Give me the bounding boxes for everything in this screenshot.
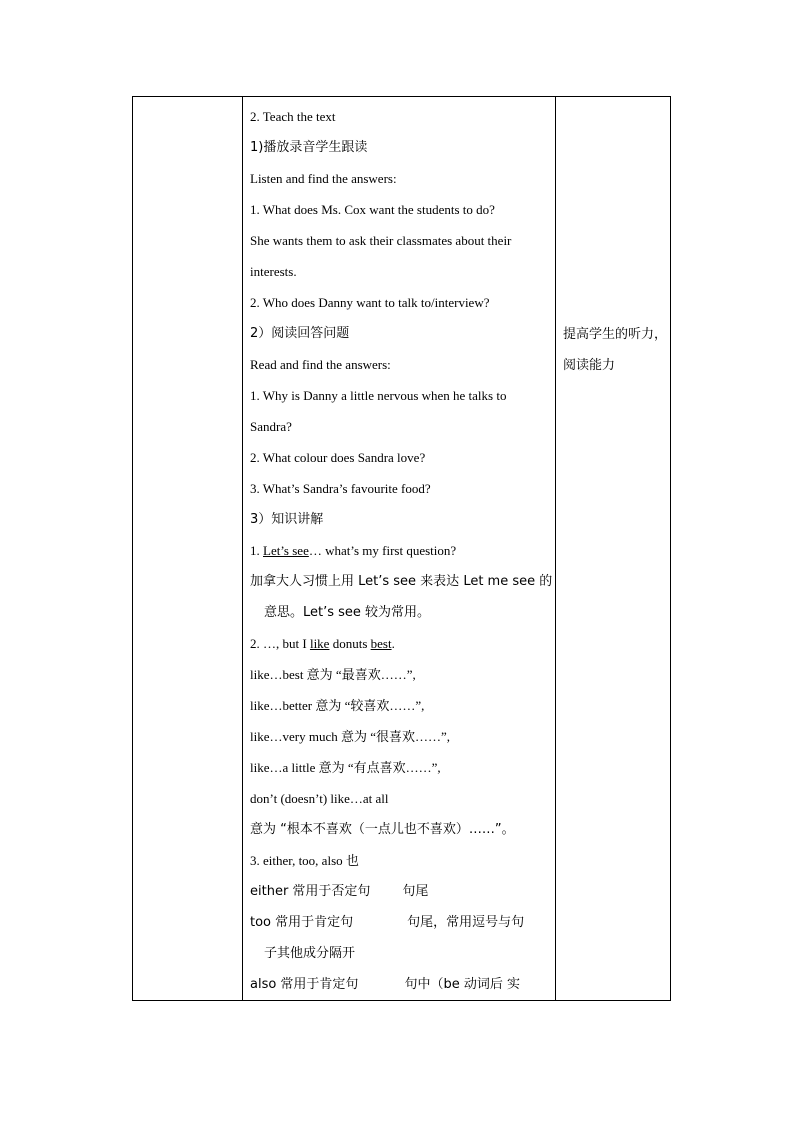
too-usage-a: too 常用于肯定句 bbox=[250, 915, 354, 930]
sub-step-read: 2）阅读回答问题 bbox=[250, 326, 350, 341]
also-usage-b: 句中（be 动词后 实 bbox=[404, 977, 520, 992]
table-row bbox=[133, 97, 671, 1001]
point-2-underlined-like: like bbox=[309, 636, 330, 651]
point-1 bbox=[250, 535, 555, 566]
left-cell bbox=[133, 97, 243, 1001]
like-very-much-line: like…very much 意为 “很喜欢……”, bbox=[250, 729, 451, 744]
point-1-prefix: 1. bbox=[250, 543, 263, 558]
answer-1-line1: She wants them to ask their classmates about their bbox=[250, 233, 512, 248]
step-title: 2. Teach the text bbox=[250, 109, 336, 124]
either-usage-a: either 常用于否定句 bbox=[250, 884, 371, 899]
purpose-line2: 阅读能力 bbox=[563, 358, 616, 373]
also-usage bbox=[250, 969, 555, 1000]
like-a-little-line: like…a little 意为 “有点喜欢……”, bbox=[250, 760, 441, 775]
instruction-listen: Listen and find the answers: bbox=[250, 171, 397, 186]
point-2 bbox=[250, 628, 555, 659]
point-2-part-a: 2. …, but I bbox=[250, 636, 310, 651]
read-question-2: 2. What colour does Sandra love? bbox=[250, 450, 426, 465]
point-1-explanation-line1: 加拿大人习惯上用 Let’s see 来表达 Let me see 的 bbox=[250, 574, 553, 589]
teaching-steps-cell bbox=[243, 97, 556, 1001]
either-usage-b: 句尾 bbox=[402, 884, 429, 899]
purpose-line1: 提高学生的听力， bbox=[563, 327, 668, 342]
point-2-part-c: . bbox=[391, 636, 395, 651]
too-usage-cont: 子其他成分隔开 bbox=[264, 946, 356, 961]
instruction-read: Read and find the answers: bbox=[250, 357, 391, 372]
point-2-part-b: donuts bbox=[329, 636, 371, 651]
question-1: 1. What does Ms. Cox want the students to do? bbox=[250, 202, 495, 217]
point-3: 3. either, too, also 也 bbox=[250, 853, 359, 868]
read-question-1-line2: Sandra? bbox=[250, 419, 292, 434]
either-usage bbox=[250, 876, 555, 907]
point-2-underlined-best: best bbox=[370, 636, 392, 651]
sub-step-knowledge: 3）知识讲解 bbox=[250, 512, 324, 527]
read-question-1-line1: 1. Why is Danny a little nervous when he talks to bbox=[250, 388, 507, 403]
sub-step-listen: 1)播放录音学生跟读 bbox=[250, 140, 368, 155]
purpose-cell bbox=[556, 97, 671, 1001]
like-better-line: like…better 意为 “较喜欢……”, bbox=[250, 698, 425, 713]
read-question-3: 3. What’s Sandra’s favourite food? bbox=[250, 481, 431, 496]
too-usage bbox=[250, 907, 555, 938]
point-1-rest: … what’s my first question? bbox=[308, 543, 457, 558]
point-1-explanation-line2: 意思。Let’s see 较为常用。 bbox=[264, 605, 431, 620]
dont-like-line: don’t (doesn’t) like…at all bbox=[250, 791, 389, 806]
question-2: 2. Who does Danny want to talk to/interview? bbox=[250, 295, 490, 310]
like-best-line: like…best 意为 “最喜欢……”, bbox=[250, 667, 416, 682]
answer-1-line2: interests. bbox=[250, 264, 297, 279]
lesson-plan-table bbox=[132, 96, 671, 1001]
point-1-underlined: Let’s see bbox=[263, 543, 309, 558]
also-usage-a: also 常用于肯定句 bbox=[250, 977, 359, 992]
too-usage-b: 句尾，常用逗号与句 bbox=[407, 915, 525, 930]
dont-like-meaning: 意为 “根本不喜欢（一点儿也不喜欢）……”。 bbox=[250, 822, 515, 837]
